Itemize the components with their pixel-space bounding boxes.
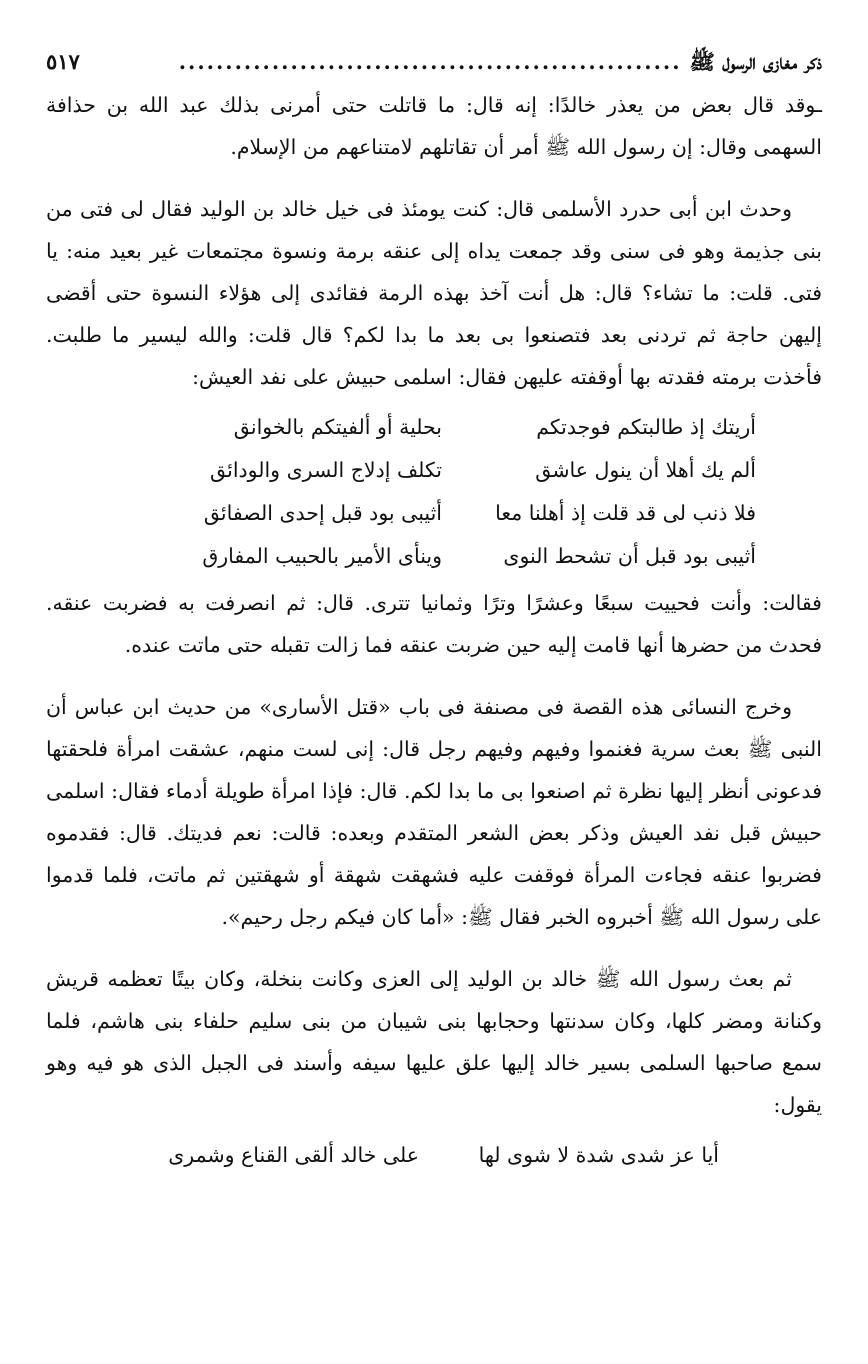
paragraph-5: ثم بعث رسول الله ﷺ خالد بن الوليد إلى العزى وكانت بنخلة، وكان بيتًا تعظمه قريش وكنانة ومضر كلها، وكان سدنتها وحجابها بنى شيبان من بنى سليم حلفاء بنى هاشم، فلما سمع صاحبها السلمى بسير خالد إليها علق عليها سيفه وأسند فى الجبل الذى هو فيه وهو يقول:	[46, 967, 822, 1117]
paragraph-2: وحدث ابن أبى حدرد الأسلمى قال: كنت يومئذ فى خيل خالد بن الوليد فقال لى فتى من بنى جذيمة وهو فى سنى وقد جمعت يداه إلى عنقه برمة ونسوة مجتمعات غير بعيد منه: يا فتى. قلت: ما تشاء؟ قال: هل أنت آخذ بهذه الرمة فقائدى إلى هؤلاء النسوة حتى أقضى إليهن حاجة ثم تردنى بعد فتصنعوا بى بعد ما بدا لكم؟ قال قلت: والله ليسير ما طلبت. فأخذت برمته فقدته بها أوقفته عليهن فقال: اسلمى حبيش على نفد العيش:	[46, 197, 822, 389]
paragraph-gap	[46, 666, 822, 686]
verse-first-hemistich: أيا عز شدى شدة لا شوى لها	[478, 1143, 719, 1167]
paragraph-1: ـوقد قال بعض من يعذر خالدًا: إنه قال: ما قاتلت حتى أمرنى بذلك عبد الله بن حذافة السهمى وقال: إن رسول الله ﷺ أمر أن تقاتلهم لامتناعهم من الإسلام.	[46, 93, 822, 159]
verse-first-hemistich: ألم يك أهلا أن ينول عاشق	[535, 458, 756, 482]
paragraph-3: فقالت: وأنت فحييت سبعًا وعشرًا وترًا وثمانيا تترى. قال: ثم انصرفت به فضربت عنقه. فحدث من حضرها أنها قامت إليه حين ضربت عنقه فما زالت تقبله حتى ماتت عنده.	[46, 591, 822, 657]
verse-second-hemistich: على خالد ألقى القناع وشمرى	[168, 1143, 419, 1167]
verse-second-hemistich: وينأى الأمير بالحبيب المفارق	[202, 544, 442, 568]
verse-second-hemistich: تكلف إدلاج السرى والودائق	[210, 458, 442, 482]
poem-verse	[46, 406, 822, 449]
paragraph-gap	[46, 168, 822, 188]
poem-verse	[46, 449, 822, 492]
running-title: ذكر مغازى الرسول ﷺ	[689, 49, 822, 74]
verse-second-hemistich: أثيبى بود قبل إحدى الصفائق	[203, 501, 442, 525]
verse-first-hemistich: أثيبى بود قبل أن تشحط النوى	[503, 544, 756, 568]
poem-block	[46, 406, 822, 578]
page-header	[46, 40, 822, 84]
paragraph-4: وخرج النسائى هذه القصة فى مصنفة فى باب «قتل الأسارى» من حديث ابن عباس أن النبى ﷺ بعث سرية فغنموا وفيهم وفيهم رجل قال: إنى لست منهم، عشقت امرأة فلحقتها فدعونى أنظر إليها نظرة ثم اصنعوا بى ما بدا لكم. قال: فإذا امرأة طويلة أدماء فقال: اسلمى حبيش قبل نفد العيش وذكر بعض الشعر المتقدم وبعده: قالت: نعم فديتك. قال: فقدموه فضربوا عنقه فجاءت المرأة فوقفت عليه فشهقت شهقة أو شهقتين ثم ماتت، فلما قدموا على رسول الله ﷺ أخبروه الخبر فقال ﷺ: «أما كان فيكم رجل رحيم».	[46, 695, 822, 929]
verse-first-hemistich: أريتك إذ طالبتكم فوجدتكم	[536, 415, 756, 439]
verse-second-hemistich: بحلية أو ألفيتكم بالخوانق	[233, 415, 442, 439]
poem-verse	[46, 535, 822, 578]
verse-first-hemistich: فلا ذنب لى قد قلت إذ أهلنا معا	[495, 501, 756, 525]
poem-verse-final	[46, 1134, 822, 1177]
header-leader-dots: ......................................................	[178, 49, 682, 74]
poem-verse	[46, 492, 822, 535]
book-page	[46, 40, 822, 1177]
page-number: ٥١٧	[46, 49, 80, 74]
paragraph-gap	[46, 938, 822, 958]
